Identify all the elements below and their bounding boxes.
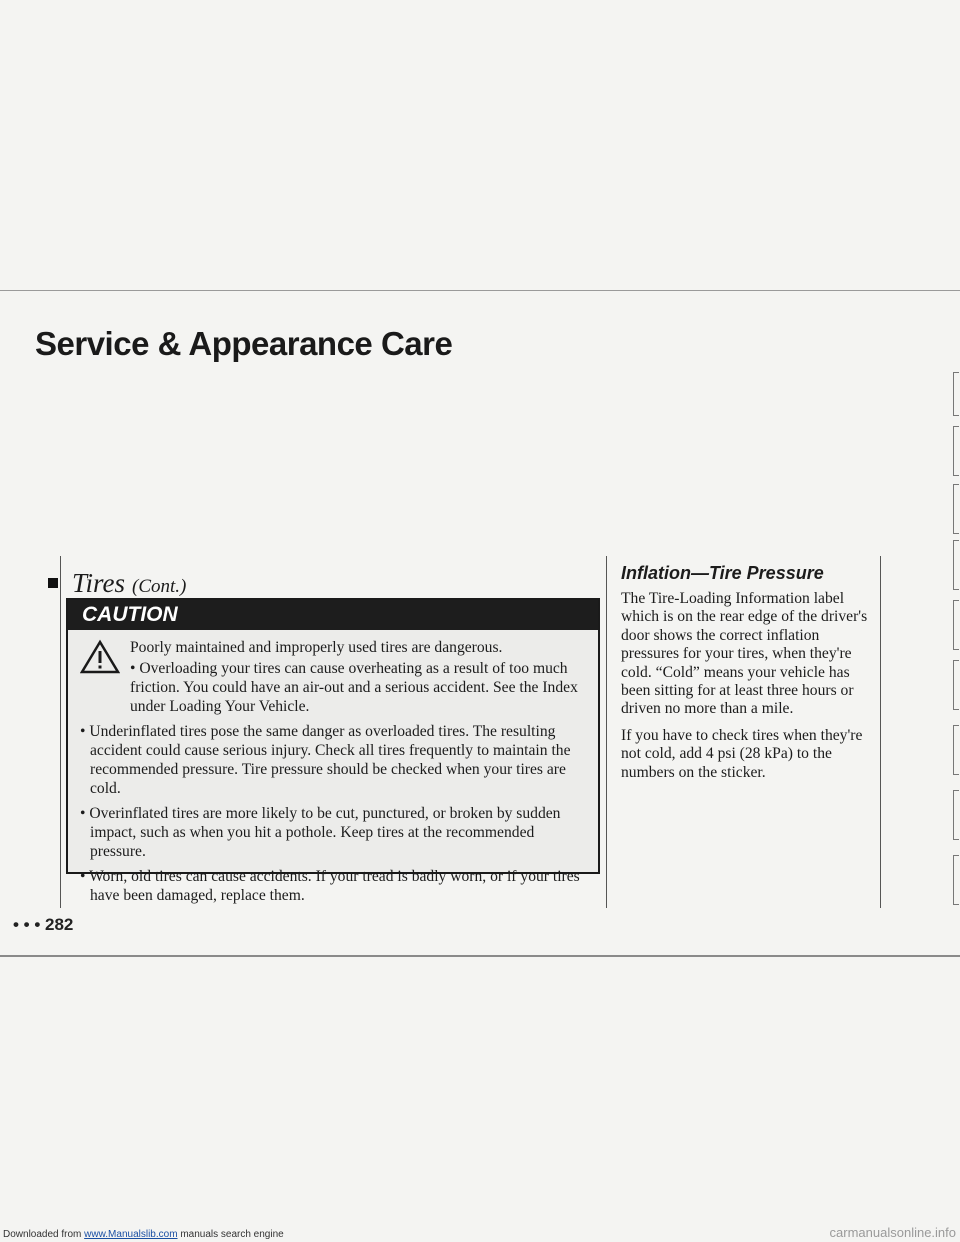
edge-tab [953,540,959,590]
caution-bullet-overinflated: • Overinflated tires are more likely to be cut, punctured, or broken by sudden impact, such as when you hit a pothole. Keep tires at the recommended pressure. [80,805,561,860]
manualslib-link[interactable]: www.Manualslib.com [84,1229,178,1240]
caution-label: CAUTION [68,600,598,630]
edge-tab [953,372,959,416]
right-column-rule [880,556,881,908]
header-rule [0,290,960,291]
edge-tab [953,855,959,905]
edge-tab [953,600,959,650]
edge-tab [953,660,959,710]
section-title: Service & Appearance Care [35,325,453,362]
inflation-paragraph-1: The Tire-Loading Information label which is on the rear edge of the driver's door shows the correct inflation pressures for your tires, when they're cold. “Cold” means your vehicle has been sitting for at least three hours or driven no more than a mile. [621,590,868,718]
warning-triangle-icon [80,639,120,675]
edge-tab [953,790,959,840]
caution-bullet-underinflated: • Underinflated tires pose the same danger as overloaded tires. The resulting accident could cause serious injury. Check all tires frequently to maintain the recommended pressure. Tire pressure should be checked when your tires are cold. [80,723,571,797]
footer-rule [0,955,960,957]
caution-bullet-overloading: • Overloading your tires can cause overheating as a result of too much friction. You could have an air-out and a serious accident. See the Index under Loading Your Vehicle. [130,660,578,715]
download-credit [3,1229,284,1240]
center-column-rule [606,556,607,908]
inflation-heading: Inflation—Tire Pressure [621,563,824,583]
page-number: • • • 282 [13,915,74,934]
download-credit-suffix: manuals search engine [180,1229,284,1240]
edge-tab [953,426,959,476]
tires-heading [48,568,186,599]
caution-bullet-worn: • Worn, old tires can cause accidents. If your tread is badly worn, or if your tires have been damaged, replace them. [80,868,580,904]
caution-body [68,630,598,905]
caution-lead: Poorly maintained and improperly used tires are dangerous. [130,639,503,656]
caution-box [66,598,600,904]
inflation-text [621,590,876,790]
tires-heading-cont: (Cont.) [132,576,187,597]
inflation-paragraph-2: If you have to check tires when they're not cold, add 4 psi (28 kPa) to the numbers on the sticker. [621,726,863,781]
watermark-text: carmanualsonline.info [829,1225,956,1240]
left-column-rule [60,556,61,908]
square-bullet-icon [48,578,58,588]
tires-heading-text: Tires [72,568,126,598]
edge-tab [953,725,959,775]
edge-tab [953,484,959,534]
download-credit-prefix: Downloaded from [3,1229,82,1240]
